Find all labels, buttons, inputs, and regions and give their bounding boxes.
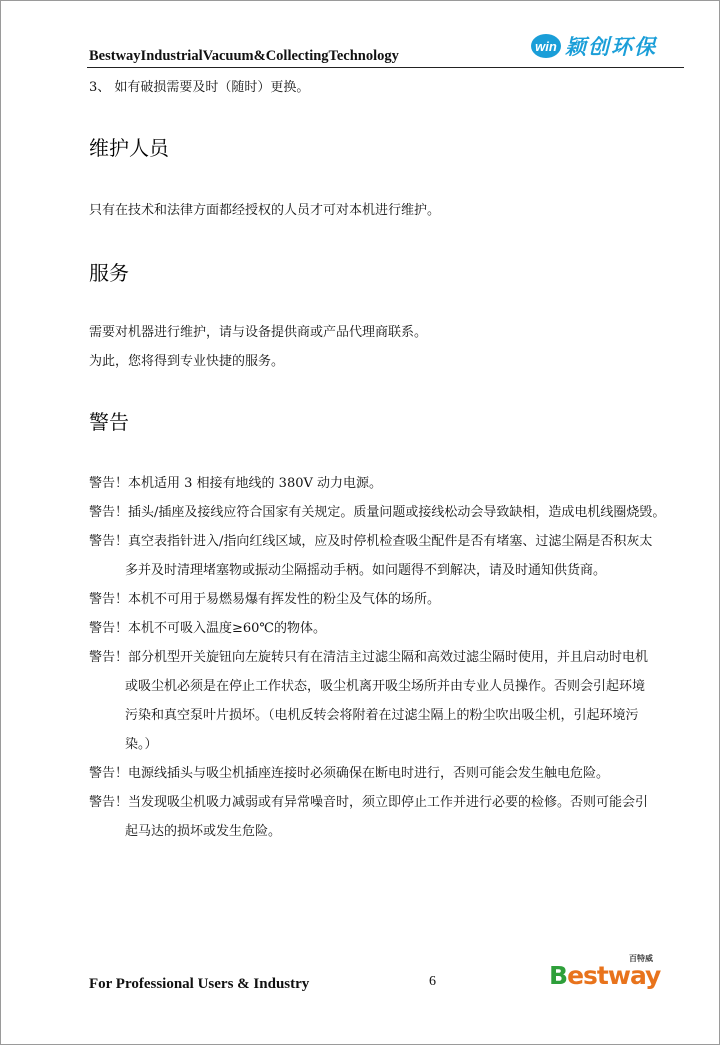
warning-line: 警告！部分机型开关旋钮向左旋转只有在清洁主过滤尘隔和高效过滤尘隔时使用，并且启动时电机 (89, 650, 649, 665)
warning-line: 警告！本机适用 3 相接有地线的 380V 动力电源。 (89, 476, 383, 491)
warning-line: 警告！本机不可用于易燃易爆有挥发性的粉尘及气体的场所。 (89, 592, 441, 607)
heading-service: 服务 (89, 261, 129, 285)
warning-line-continued: 污染和真空泵叶片损坏。（电机反转会将附着在过滤尘隔上的粉尘吹出吸尘机，引起环境污 (125, 708, 639, 723)
header-divider (87, 67, 684, 68)
bestway-logo-word (549, 961, 660, 990)
warning-line-continued: 染。） (125, 737, 158, 752)
bestway-logo-cn: 百特威 (629, 954, 653, 963)
warning-line: 警告！真空表指针进入/指向红线区域，应及时停机检查吸尘配件是否有堵塞、过滤尘隔是否积灰太 (89, 534, 653, 549)
warning-line: 警告！本机不可吸入温度≥60℃的物体。 (89, 621, 326, 636)
intro-line: 3、 如有破损需要及时（随时）更换。 (89, 80, 310, 95)
warning-line-continued: 多并及时清理堵塞物或振动尘隔摇动手柄。如问题得不到解决，请及时通知供货商。 (125, 563, 607, 578)
win-logo-icon: win (531, 34, 561, 58)
warning-line: 警告！电源线插头与吸尘机插座连接时必须确保在断电时进行，否则可能会发生触电危险。 (89, 766, 610, 781)
footer-text: For Professional Users & Industry (89, 976, 310, 992)
warning-line: 警告！当发现吸尘机吸力减弱或有异常噪音时，须立即停止工作并进行必要的检修。否则可能会引 (89, 795, 649, 810)
warning-line-continued: 或吸尘机必须是在停止工作状态，吸尘机离开吸尘场所并由专业人员操作。否则会引起环境 (125, 679, 646, 694)
warning-line-continued: 起马达的损坏或发生危险。 (125, 824, 282, 839)
bestway-logo (549, 953, 659, 993)
heading-warnings: 警告 (89, 410, 129, 434)
bestway-logo-rest: estway (567, 961, 661, 990)
bestway-logo-b: B (549, 961, 568, 990)
header-title: BestwayIndustrialVacuum&CollectingTechnology (89, 48, 399, 64)
paragraph-line: 需要对机器进行维护，请与设备提供商或产品代理商联系。 (89, 325, 428, 340)
header-logo (531, 31, 657, 61)
warning-line: 警告！插头/插座及接线应符合国家有关规定。质量问题或接线松动会导致缺相，造成电机线圈烧毁。 (89, 505, 666, 520)
paragraph-line: 为此，您将得到专业快捷的服务。 (89, 354, 285, 369)
page-number: 6 (429, 974, 436, 989)
logo-text: 颖创环保 (565, 35, 657, 59)
paragraph-line: 只有在技术和法律方面都经授权的人员才可对本机进行维护。 (89, 203, 441, 218)
heading-maintenance: 维护人员 (89, 136, 169, 160)
